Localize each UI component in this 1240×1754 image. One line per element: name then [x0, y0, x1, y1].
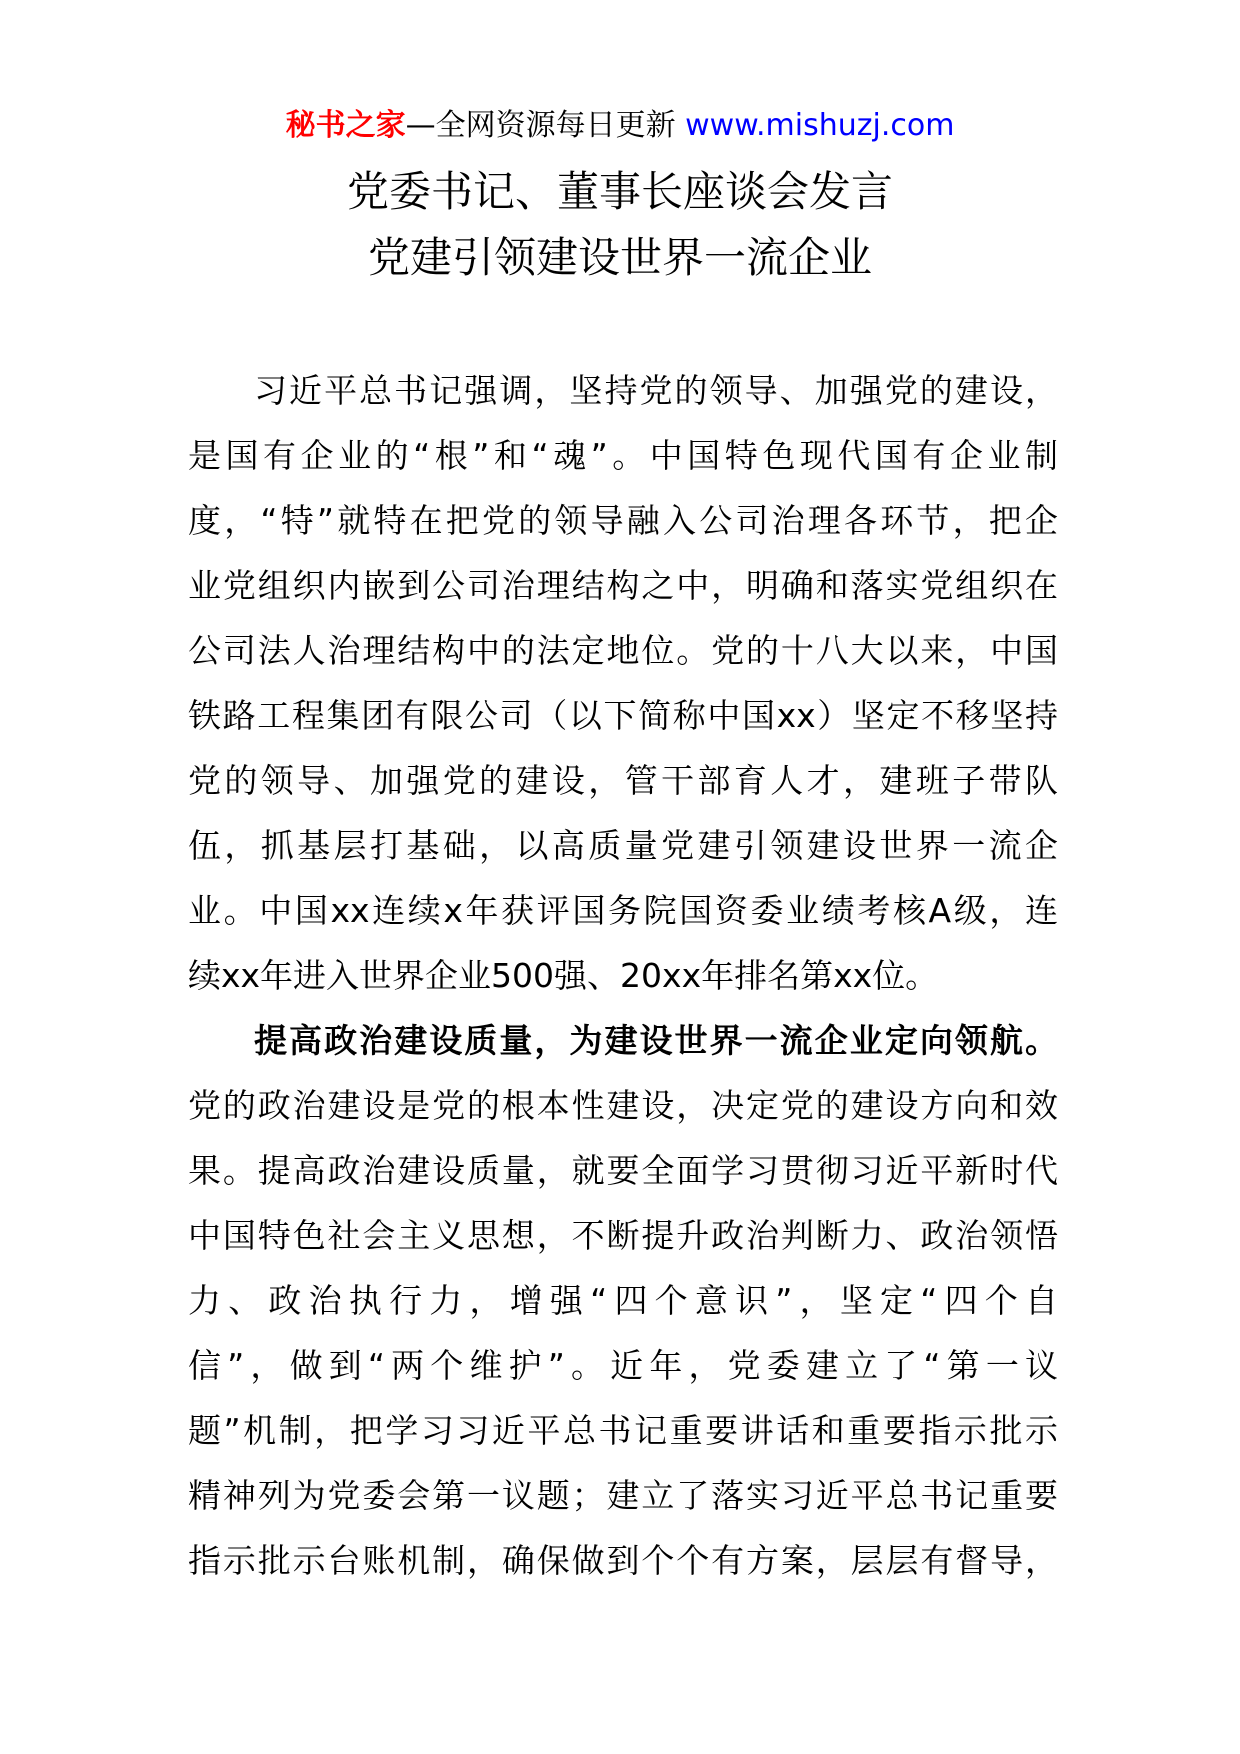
- brand-name: 秘书之家: [285, 108, 406, 143]
- text-line: 中国特色社会主义思想，不断提升政治判断力、政治领悟: [188, 1216, 1058, 1255]
- text-line: 题”机制，把学习习近平总书记重要讲话和重要指示批示: [188, 1411, 1058, 1450]
- text-line: 果。提高政治建设质量，就要全面学习贯彻习近平新时代: [188, 1151, 1058, 1190]
- paragraph-2: [188, 1008, 1058, 1593]
- text-line: 业党组织内嵌到公司治理结构之中，明确和落实党组织在: [188, 566, 1058, 605]
- site-header: [0, 104, 1240, 148]
- text-line: 精神列为党委会第一议题；建立了落实习近平总书记重要: [188, 1476, 1058, 1515]
- header-slogan: —全网资源每日更新: [405, 108, 676, 143]
- text-line: 是国有企业的“根”和“魂”。中国特色现代国有企业制: [188, 436, 1058, 475]
- text-line: 党的领导、加强党的建设，管干部育人才，建班子带队: [188, 761, 1058, 800]
- text-line: 铁路工程集团有限公司（以下简称中国xx）坚定不移坚持: [188, 696, 1058, 735]
- text-line: 度，“特”就特在把党的领导融入公司治理各环节，把企: [188, 501, 1058, 540]
- text-line: 业。中国xx连续x年获评国务院国资委业绩考核A级，连: [188, 891, 1058, 930]
- site-url-link[interactable]: www.mishuzj.com: [685, 108, 955, 143]
- text-line: 指示批示台账机制，确保做到个个有方案，层层有督导，: [188, 1541, 1058, 1580]
- text-line: 信”，做到“两个维护”。近年，党委建立了“第一议: [188, 1346, 1058, 1385]
- document-body: [188, 358, 1058, 1593]
- paragraph-heading: 提高政治建设质量，为建设世界一流企业定向领航。: [254, 1021, 1058, 1060]
- text-line: 习近平总书记强调，坚持党的领导、加强党的建设，: [254, 371, 1058, 410]
- text-line: 力、政治执行力，增强“四个意识”，坚定“四个自: [188, 1281, 1058, 1320]
- text-line: 公司法人治理结构中的法定地位。党的十八大以来，中国: [188, 631, 1058, 670]
- document-title-line-1: 党委书记、董事长座谈会发言: [346, 167, 893, 216]
- text-line: 党的政治建设是党的根本性建设，决定党的建设方向和效: [188, 1086, 1058, 1125]
- text-line: 续xx年进入世界企业500强、20xx年排名第xx位。: [188, 956, 939, 995]
- paragraph-1: [188, 358, 1058, 1008]
- document-title-line-2: 党建引领建设世界一流企业: [367, 233, 872, 282]
- text-line: 伍，抓基层打基础，以高质量党建引领建设世界一流企: [188, 826, 1058, 865]
